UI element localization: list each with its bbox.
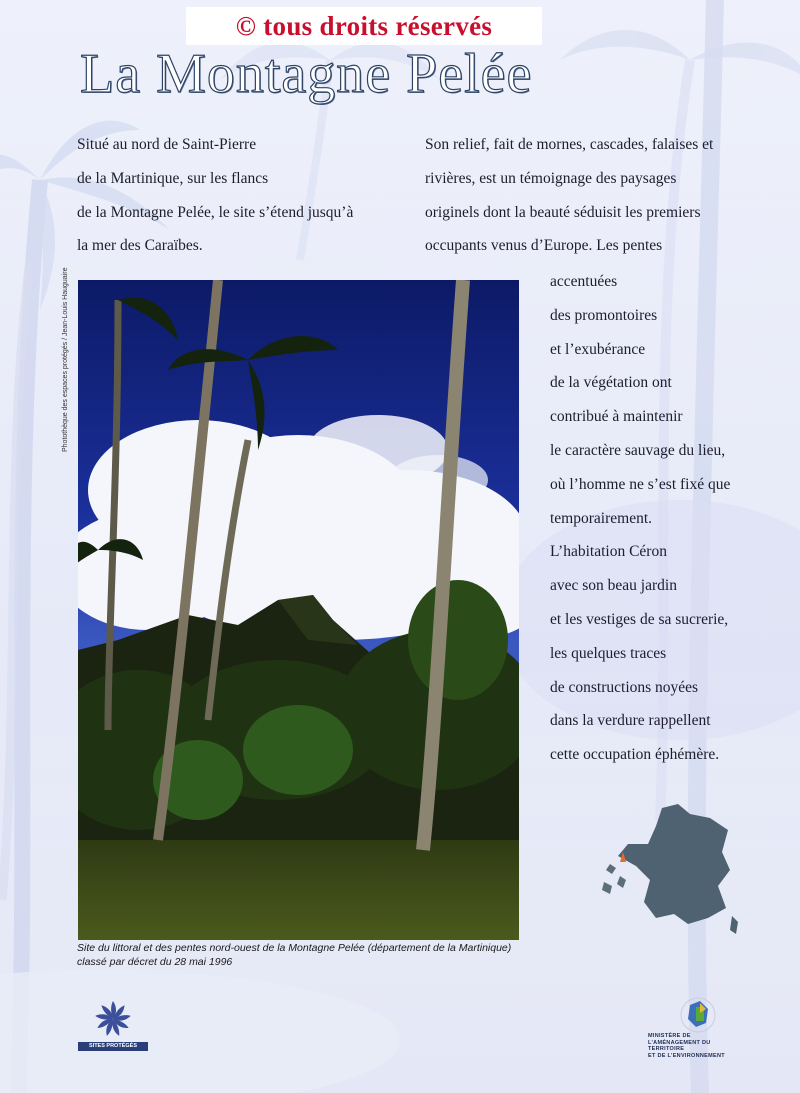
ministry-line: L’AMÉNAGEMENT DU TERRITOIRE	[648, 1039, 711, 1052]
text-line: de la Martinique, sur les flancs	[77, 169, 269, 187]
relief-column	[425, 128, 713, 263]
ministry-line: ET DE L’ENVIRONNEMENT	[648, 1052, 725, 1059]
text-line: L’habitation Céron	[550, 543, 667, 561]
france-map	[600, 800, 750, 945]
text-line: rivières, est un témoignage des paysages	[425, 169, 677, 187]
text-line: dans la verdure rappellent	[550, 712, 711, 730]
text-line: la mer des Caraïbes.	[77, 237, 203, 255]
text-line: de constructions noyées	[550, 678, 699, 696]
intro-column	[77, 128, 353, 263]
text-line: Son relief, fait de mornes, cascades, falaises et	[425, 136, 714, 153]
page-title: La Montagne Pelée	[80, 43, 533, 105]
text-line: où l’homme ne s’est fixé que	[550, 475, 731, 493]
text-line: cette occupation éphémère.	[550, 746, 720, 764]
text-line: avec son beau jardin	[550, 577, 677, 595]
landscape-photo	[78, 280, 519, 940]
ministry-text	[648, 1033, 748, 1059]
logo-label: SITES PROTÉGÉS	[78, 1042, 148, 1051]
text-line: des promontoires	[550, 306, 658, 324]
copyright-banner: © tous droits réservés	[186, 7, 542, 45]
text-line: et l’exubérance	[550, 340, 646, 358]
ministry-line: MINISTÈRE DE	[648, 1033, 691, 1039]
text-line: de la Montagne Pelée, le site s’étend jusqu’à	[77, 203, 354, 221]
text-line: les quelques traces	[550, 644, 667, 662]
photo-caption: Site du littoral et des pentes nord-ouest de la Montagne Pelée (département de la Martinique) classé par décret du 28 mai 1996	[77, 942, 512, 968]
text-line: accentuées	[550, 273, 618, 290]
sites-proteges-logo	[78, 997, 148, 1053]
ministry-logo	[640, 995, 750, 1060]
text-line: contribué à maintenir	[550, 408, 683, 426]
photo-credit: Photothèque des espaces protégés / Jean-Louis Hauguaire	[62, 267, 69, 452]
text-line: et les vestiges de sa sucrerie,	[550, 610, 729, 628]
narrow-column	[550, 265, 730, 772]
text-line: temporairement.	[550, 509, 652, 527]
text-line: occupants venus d’Europe. Les pentes	[425, 237, 663, 255]
text-line: de la végétation ont	[550, 374, 672, 392]
text-line: le caractère sauvage du lieu,	[550, 441, 726, 459]
text-line: Situé au nord de Saint-Pierre	[77, 136, 257, 153]
text-line: originels dont la beauté séduisit les premiers	[425, 203, 701, 221]
